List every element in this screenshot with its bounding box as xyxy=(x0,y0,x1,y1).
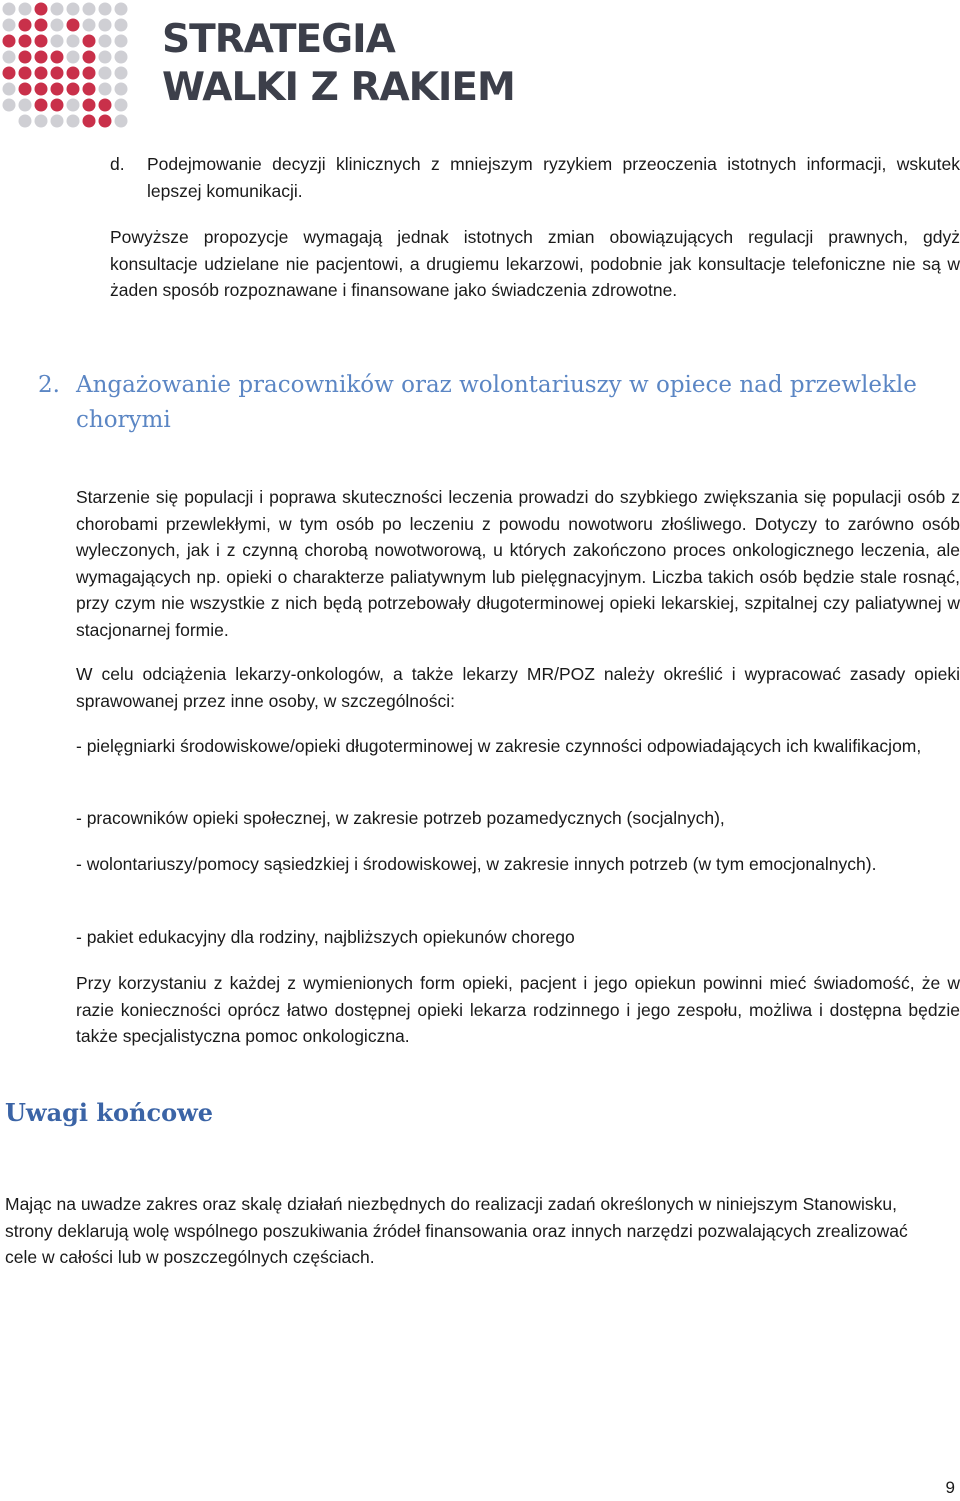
logo-dot xyxy=(51,3,64,16)
list-item: - wolontariuszy/pomocy sąsiedzkiej i środowiskowej, w zakresie innych potrzeb (w tym emocjonalnych). xyxy=(76,854,877,874)
brand-line-2: WALKI Z RAKIEM xyxy=(162,65,515,110)
logo-dot xyxy=(51,99,64,112)
logo-dot xyxy=(3,35,16,48)
logo-dot xyxy=(35,19,48,32)
logo-dot xyxy=(99,83,112,96)
logo-dot xyxy=(99,99,112,112)
logo-dot xyxy=(19,83,32,96)
dot-grid-logo-icon xyxy=(0,0,130,128)
logo-dot xyxy=(35,51,48,64)
logo-dot xyxy=(115,115,128,128)
closing-paragraph: Mając na uwadze zakres oraz skalę działań niezbędnych do realizacji zadań określonych w niniejszym Stanowisku, strony deklarują wolę wspólnego poszukiwania źródeł finansowania oraz innych narzędzi pozwalających zrealizować cele w całości lub w poszczególnych częściach. xyxy=(5,1194,908,1267)
logo-dot xyxy=(67,35,80,48)
logo-dot xyxy=(51,67,64,80)
closing-heading: Uwagi końcowe xyxy=(5,1098,214,1127)
logo-dot xyxy=(35,3,48,16)
list-item: - pakiet edukacyjny dla rodziny, najbliższych opiekunów chorego xyxy=(76,927,575,947)
logo-dot xyxy=(19,51,32,64)
logo-dot xyxy=(3,99,16,112)
logo-dot xyxy=(3,83,16,96)
logo-dot xyxy=(83,35,96,48)
logo-dot xyxy=(67,19,80,32)
logo-dot xyxy=(19,3,32,16)
logo-dot xyxy=(3,67,16,80)
logo-dot xyxy=(83,99,96,112)
list-item: - pielęgniarki środowiskowe/opieki długoterminowej w zakresie czynności odpowiadających ich kwalifikacjom, xyxy=(76,736,922,756)
logo-dot xyxy=(35,83,48,96)
paragraph-regulations: Powyższe propozycje wymagają jednak istotnych zmian obowiązujących regulacji prawnych, gdyż konsultacje udzielane nie pacjentowi, a drugiemu lekarzowi, podobnie jak konsultacje telefoniczne nie są w żaden sposób rozpoznawane i finansowane jako świadczenia zdrowotne. xyxy=(110,227,960,300)
logo-dot xyxy=(35,99,48,112)
section-2-paragraph-2: W celu odciążenia lekarzy-onkologów, a także lekarzy MR/POZ należy określić i wypracować zasady opieki sprawowanej przez inne osoby, w szczególności: xyxy=(76,664,960,711)
list-item: - pracowników opieki społecznej, w zakresie potrzeb pozamedycznych (socjalnych), xyxy=(76,808,725,828)
brand-line-1: STRATEGIA xyxy=(162,17,395,62)
logo-dot xyxy=(35,35,48,48)
logo-dot xyxy=(115,67,128,80)
logo-dot xyxy=(51,35,64,48)
logo-dot xyxy=(99,3,112,16)
logo-dot xyxy=(67,3,80,16)
logo-dot xyxy=(99,67,112,80)
logo-dot xyxy=(115,83,128,96)
logo-dot xyxy=(99,19,112,32)
section-2-paragraph-1: Starzenie się populacji i poprawa skuteczności leczenia prowadzi do szybkiego zwiększania się populacji osób z chorobami przewlekłymi, w tym osób po leczeniu z powodu nowotworu złośliwego. Dotyczy to zarówno osób wyleczonych, jak i z czynną chorobą nowotworową, u których zakończono proces onkologicznego leczenia, ale wymagających np. opieki o charakterze paliatywnym lub pielęgnacyjnym. Liczba takich osób będzie stale rosnąć, przy czym nie wszystkie z nich będą potrzebowały długoterminowej opieki lekarskiej, szpitalnej czy paliatywnej w stacjonarnej formie. xyxy=(76,487,960,640)
logo-dot xyxy=(51,83,64,96)
logo-dot xyxy=(3,3,16,16)
logo-dot xyxy=(19,67,32,80)
logo-dot xyxy=(35,115,48,128)
logo-dot xyxy=(51,19,64,32)
list-item-label: d. xyxy=(110,154,125,174)
brand-wordmark xyxy=(162,16,515,112)
logo-dot xyxy=(67,83,80,96)
page-number: 9 xyxy=(945,1478,955,1497)
logo-dot xyxy=(83,115,96,128)
logo-dot xyxy=(67,67,80,80)
logo-dot xyxy=(115,51,128,64)
logo-dot xyxy=(67,51,80,64)
logo-dot xyxy=(115,99,128,112)
logo-dot xyxy=(35,67,48,80)
logo-dot xyxy=(19,99,32,112)
logo-dot xyxy=(83,51,96,64)
logo-dot xyxy=(83,3,96,16)
logo-dot xyxy=(115,19,128,32)
header-logo xyxy=(0,0,540,130)
logo-dot xyxy=(51,51,64,64)
logo-dot xyxy=(19,19,32,32)
logo-dot xyxy=(3,51,16,64)
logo-dot xyxy=(99,35,112,48)
logo-dot xyxy=(51,115,64,128)
logo-dot xyxy=(3,19,16,32)
logo-dot xyxy=(115,3,128,16)
section-title: Angażowanie pracowników oraz wolontariuszy w opiece nad przewlekle chorymi xyxy=(76,372,917,433)
section-2-paragraph-3: Przy korzystaniu z każdej z wymienionych form opieki, pacjent i jego opiekun powinni mieć świadomość, że w razie konieczności oprócz łatwo dostępnej opieki lekarza rodzinnego i jego zespołu, możliwa i dostępna będzie także specjalistyczna pomoc onkologiczna. xyxy=(76,973,960,1046)
logo-dot xyxy=(67,99,80,112)
logo-dot xyxy=(83,19,96,32)
logo-dot xyxy=(19,35,32,48)
list-item-text: Podejmowanie decyzji klinicznych z mniejszym ryzykiem przeoczenia istotnych informacji, wskutek lepszej komunikacji. xyxy=(147,154,960,201)
section-number: 2. xyxy=(38,372,60,398)
logo-dot xyxy=(115,35,128,48)
logo-dot xyxy=(19,115,32,128)
logo-dot xyxy=(83,83,96,96)
logo-dot xyxy=(83,67,96,80)
logo-dot xyxy=(67,115,80,128)
logo-dot xyxy=(99,51,112,64)
logo-dot xyxy=(99,115,112,128)
